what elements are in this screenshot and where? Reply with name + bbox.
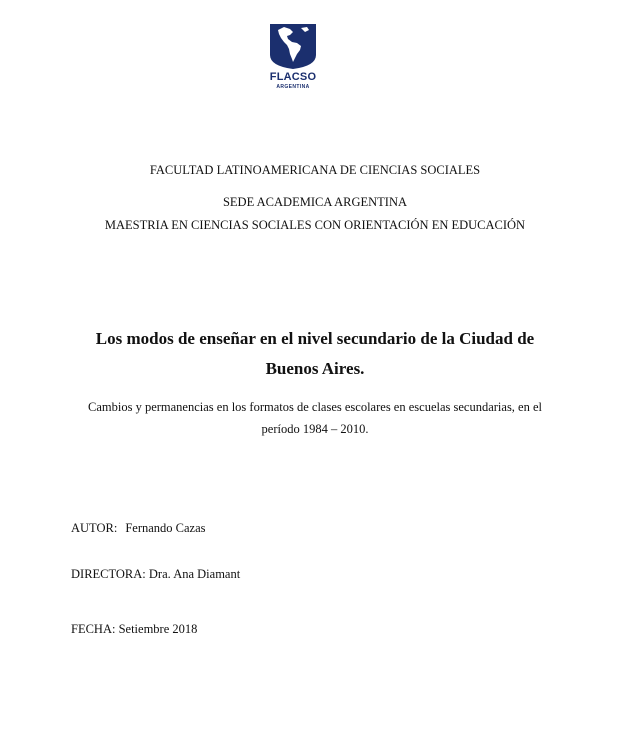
program-heading: MAESTRIA EN CIENCIAS SOCIALES CON ORIENTACIÓN EN EDUCACIÓN xyxy=(104,218,526,232)
logo-country: ARGENTINA xyxy=(276,84,310,90)
author-line xyxy=(71,520,206,536)
subtitle-line-2: período 1984 – 2010. xyxy=(261,422,369,436)
director-line xyxy=(71,566,240,582)
thesis-title-line-2: Buenos Aires. xyxy=(265,359,365,378)
faculty-heading: FACULTAD LATINOAMERICANA DE CIENCIAS SOCIALES xyxy=(149,163,481,177)
director-value: Dra. Ana Diamant xyxy=(148,567,241,581)
date-line xyxy=(71,621,197,637)
americas-map-icon xyxy=(257,21,329,71)
date-label: FECHA: xyxy=(71,622,116,636)
date-value: Setiembre 2018 xyxy=(118,622,198,636)
author-value: Fernando Cazas xyxy=(125,521,206,535)
flacso-logo xyxy=(257,21,329,93)
director-label: DIRECTORA: xyxy=(71,567,146,581)
seat-heading: SEDE ACADEMICA ARGENTINA xyxy=(222,195,408,209)
author-label: AUTOR: xyxy=(71,521,118,535)
logo-name: FLACSO xyxy=(269,71,317,83)
thesis-title-line-1: Los modos de enseñar en el nivel secundario de la Ciudad de xyxy=(95,329,535,348)
subtitle-line-1: Cambios y permanencias en los formatos de clases escolares en escuelas secundarias, en el xyxy=(88,400,542,414)
